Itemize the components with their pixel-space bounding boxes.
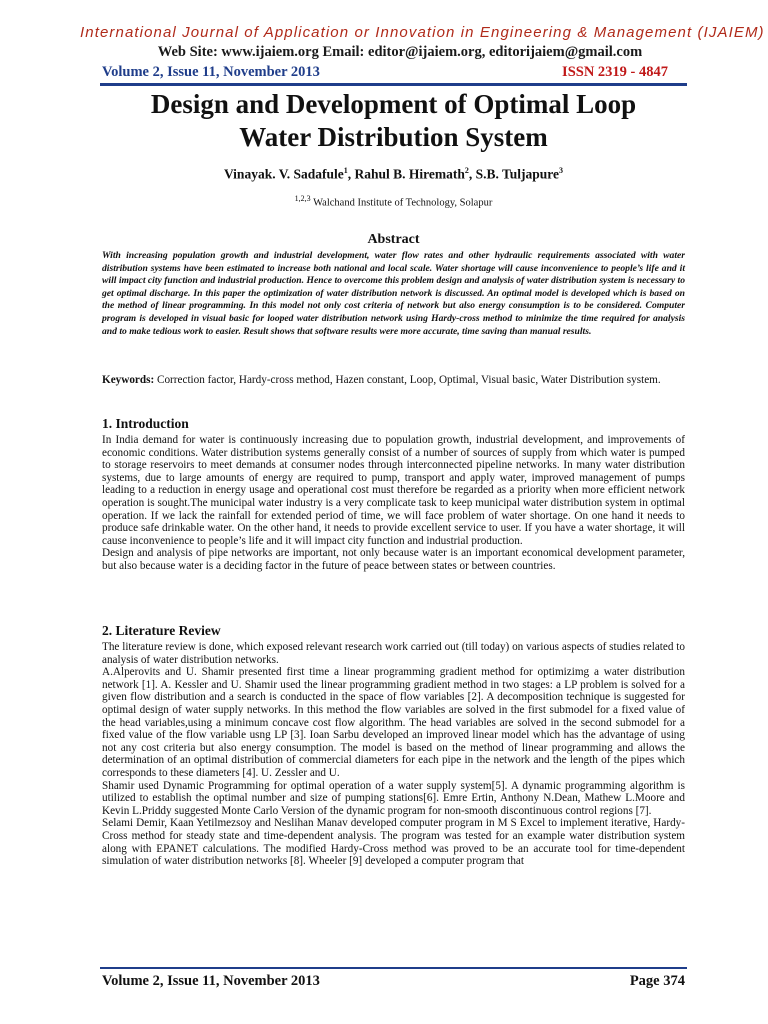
keywords-label: Keywords: xyxy=(102,374,155,386)
introduction-paragraph-2: Design and analysis of pipe networks are important, not only because water is an important economical development parameter, but also because water is a deciding factor in the future of peace between states or between countries. xyxy=(102,547,685,572)
header-issn: ISSN 2319 - 4847 xyxy=(562,64,668,80)
section-heading-introduction: 1. Introduction xyxy=(102,416,189,431)
abstract-heading: Abstract xyxy=(367,232,420,247)
literature-paragraph-3: Shamir used Dynamic Programming for optimal operation of a water supply system[5]. A dynamic programming algorithm is utilized to establish the optimal number and size of pumping stations[6]. Emre Ertin, Anthony N.Dean, Mathew L.Moore and Kevin L.Priddy suggested Monte Carlo Version of the dynamic program for non-smooth discontinuous control regions [7]. xyxy=(102,779,685,817)
introduction-body xyxy=(102,434,685,573)
affiliation-text: Walchand Institute of Technology, Solapur xyxy=(310,197,493,209)
keywords-text: Correction factor, Hardy-cross method, Hazen constant, Loop, Optimal, Visual basic, Water Distribution system. xyxy=(154,374,661,386)
abstract-body: With increasing population growth and industrial development, water flow rates and other hydraulic requirements associated with water distribution systems have been estimated to increase both national and local scale. Water shortage will cause inconvenience to people’s life and it will impact city function and industrial production. Hence to overcome this problem design and analysis of water distribution system is necessary to get optimal discharge. In this paper the optimization of water distribution network is discussed. An optimal model is developed which is based on the method of linear programming. In this model not only cost criteria of network but also energy consumption is to be considered. Computer program is developed in visual basic for looped water distribution network using Hardy-cross method to minimize the time required for analysis and to make tedious work to easier. Result shows that software results were more accurate, time saving than manual results. xyxy=(102,250,685,337)
literature-paragraph-2: A.Alperovits and U. Shamir presented first time a linear programming gradient method for optimizimg a water distribution network [1]. A. Kessler and U. Shamir used the linear programming gradient method in two stages: a LP problem is solved for a given flow distribution and a search is conducted in the space of flow variables [2]. A decomposition technique is suggested for optimal design of water supply networks. In this method the flow variables are solved in the first submodel for a fixed value of the head variables,using a minimum concave cost flow algorithm. The head variables are solved in the second submodel for a fixed value of the flow variable usng LP [3]. Ioan Sarbu developed an improved linear model which has the advantage of using not any cost criteria but also energy consumption. The model is based on the method of linear programming and allows the determination of an optimal distribution of commercial diameters for each pipe in the network and the length of the pipes which corresponds to these diameters [4]. U. Zessler and U. xyxy=(102,666,685,779)
author-3: , S.B. Tuljapure xyxy=(468,166,560,182)
literature-paragraph-4: Selami Demir, Kaan Yetilmezsoy and Neslihan Manav developed computer program in M S Excel to implement iterative, Hardy-Cross method for steady state and time-dependent analysis. The program was tested for an example water distribution system along with EPANET calculations. The modified Hardy-Cross method was proved to be an accurate tool for time-dependent simulation of water distribution networks [8]. Wheeler [9] developed a computer program that xyxy=(102,817,685,868)
author-2: , Rahul B. Hiremath xyxy=(347,166,465,182)
header-volume: Volume 2, Issue 11, November 2013 xyxy=(102,64,320,80)
author-1-affiliation-mark: 1 xyxy=(343,166,348,175)
section-heading-literature-review: 2. Literature Review xyxy=(102,623,221,638)
keywords xyxy=(102,374,685,387)
header-divider xyxy=(100,83,687,86)
author-3-affiliation-mark: 3 xyxy=(559,166,564,175)
introduction-paragraph-1: In India demand for water is continuously increasing due to population growth, industrial development, and improvements of economic conditions. Water distribution systems generally consist of a number of sources of supply from which water is pumped to storage reservoirs to meet demands at consumer nodes through interconnected pipeline networks. In many water distribution systems, due to large amounts of energy are required to pump, transport and apply water, improved management of pumps leading to a reduction in energy usage and operational cost must therefore be regarded as a priority when more efficient network operation is sought.The municipal water industry is a very complicate task to keep municipal water distribution system in optimal operation. If we lack the rainfall for extended period of time, we will face problem of water shortage. On one hand it needs to produce safe drinkable water. On the other hand, it needs to provide excellent service to user. If you have a water shortage, it will cause inconvenience to people’s life and it will impact city function and industrial production. xyxy=(102,434,685,547)
footer-divider xyxy=(100,967,687,969)
affiliation-mark: 1,2,3 xyxy=(294,194,311,203)
author-2-affiliation-mark: 2 xyxy=(464,166,469,175)
website-email-line: Web Site: www.ijaiem.org Email: editor@ijaiem.org, editorijaiem@gmail.com xyxy=(157,44,643,60)
footer-page-number: Page 374 xyxy=(629,973,685,989)
journal-title: International Journal of Application or Innovation in Engineering & Management (IJAIEM) xyxy=(80,24,765,41)
paper-title xyxy=(100,88,687,154)
literature-paragraph-1: The literature review is done, which exposed relevant research work carried out (till today) on various aspects of studies related to analysis of water distribution networks. xyxy=(102,641,685,666)
author-list xyxy=(100,166,687,183)
literature-review-body xyxy=(102,641,685,868)
footer-volume: Volume 2, Issue 11, November 2013 xyxy=(102,973,320,989)
affiliation xyxy=(100,194,687,209)
author-1: Vinayak. V. Sadafule xyxy=(223,166,344,182)
paper-title-line-2: Water Distribution System xyxy=(239,122,548,152)
paper-title-line-1: Design and Development of Optimal Loop xyxy=(150,89,637,119)
